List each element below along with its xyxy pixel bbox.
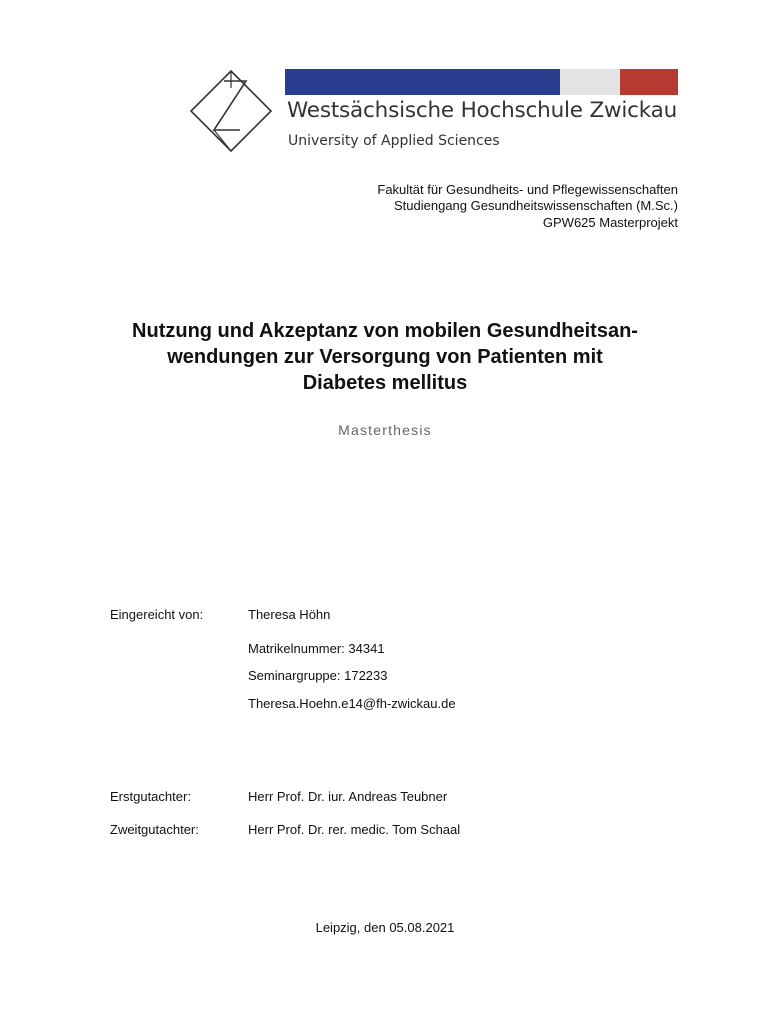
faculty-name: Fakultät für Gesundheits- und Pflegewissenschaften bbox=[377, 182, 678, 197]
seminar-group: Seminargruppe: 172233 bbox=[248, 668, 388, 683]
logo-stripe-blue bbox=[285, 69, 560, 95]
place-date: Leipzig, den 05.08.2021 bbox=[315, 920, 455, 935]
author-email: Theresa.Hoehn.e14@fh-zwickau.de bbox=[248, 696, 456, 711]
matrikel-number: Matrikelnummer: 34341 bbox=[248, 641, 385, 656]
first-reviewer-label: Erstgutachter: bbox=[110, 789, 191, 804]
logo-stripe-red bbox=[620, 69, 678, 95]
study-program: Studiengang Gesundheitswissenschaften (M.Sc.) bbox=[394, 198, 678, 213]
university-subtitle: University of Applied Sciences bbox=[288, 133, 500, 149]
thesis-title bbox=[90, 318, 680, 396]
first-reviewer-name: Herr Prof. Dr. iur. Andreas Teubner bbox=[248, 789, 448, 804]
thesis-title-line: Nutzung und Akzeptanz von mobilen Gesundheitsan- bbox=[132, 320, 638, 342]
university-name: Westsächsische Hochschule Zwickau bbox=[287, 98, 678, 123]
thesis-title-line: wendungen zur Versorgung von Patienten mit bbox=[167, 346, 603, 368]
second-reviewer-name: Herr Prof. Dr. rer. medic. Tom Schaal bbox=[248, 822, 461, 837]
author-name: Theresa Höhn bbox=[248, 607, 331, 622]
thesis-title-line: Diabetes mellitus bbox=[302, 372, 468, 394]
submitted-by-label: Eingereicht von: bbox=[110, 607, 204, 622]
logo-stripe-gray bbox=[560, 69, 620, 95]
university-logo-icon bbox=[190, 70, 272, 152]
thesis-type: Masterthesis bbox=[338, 422, 432, 438]
course-code: GPW625 Masterprojekt bbox=[542, 215, 678, 230]
second-reviewer-label: Zweitgutachter: bbox=[110, 822, 199, 837]
